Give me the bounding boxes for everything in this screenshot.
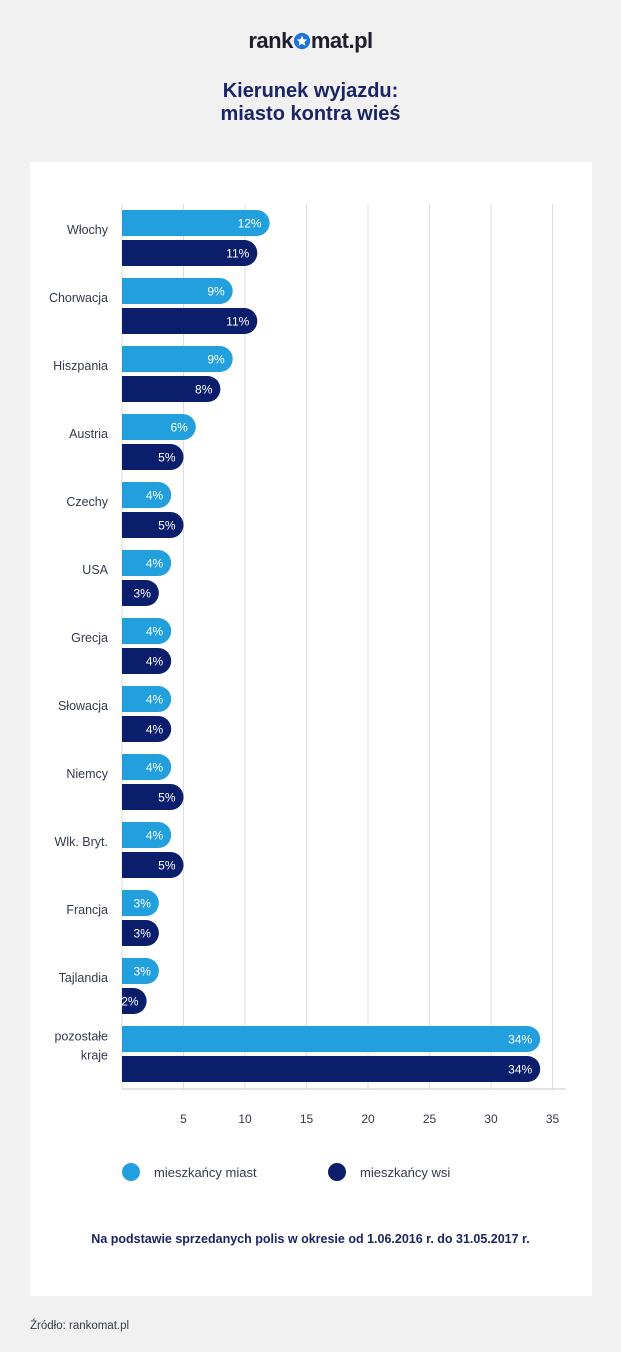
data-label: 4% (145, 760, 164, 775)
category-label: USA (82, 563, 108, 577)
data-label: 4% (145, 556, 164, 571)
source-text: Źródło: rankomat.pl (30, 1320, 130, 1332)
data-label: 4% (145, 828, 164, 843)
legend-dot-wies-icon (328, 1163, 346, 1181)
data-label: 5% (158, 790, 176, 805)
data-label: 11% (226, 246, 250, 261)
data-label: 4% (145, 654, 164, 669)
data-label: 4% (145, 692, 164, 707)
data-label: 12% (237, 216, 262, 231)
x-tick-label: 30 (484, 1112, 498, 1126)
x-tick-label: 35 (545, 1112, 560, 1126)
legend-dot-miasto-icon (122, 1163, 140, 1181)
category-label: kraje (80, 1048, 108, 1063)
data-label: 11% (226, 314, 250, 329)
bar (122, 1056, 540, 1082)
data-label: 34% (508, 1062, 533, 1077)
data-label: 34% (508, 1032, 533, 1047)
data-label: 5% (158, 858, 176, 873)
data-label: 2% (121, 994, 139, 1009)
data-label: 4% (145, 488, 164, 503)
legend-label-miasto: mieszkańcy miast (154, 1164, 257, 1180)
title-line-1: Kierunek wyjazdu: (222, 80, 399, 102)
x-tick-label: 5 (180, 1112, 187, 1126)
legend-item-wies (328, 1163, 450, 1181)
category-label: Czechy (66, 495, 108, 509)
category-label: Niemcy (66, 767, 108, 781)
x-tick-label: 20 (361, 1112, 375, 1126)
data-label: 3% (133, 964, 151, 979)
x-tick-label: 15 (299, 1112, 314, 1126)
category-label: Słowacja (57, 699, 108, 713)
data-label: 3% (133, 586, 151, 601)
data-label: 8% (195, 382, 213, 397)
data-label: 3% (133, 926, 151, 941)
category-label: Francja (66, 903, 108, 917)
data-label: 9% (207, 284, 225, 299)
category-label: Grecja (71, 631, 108, 645)
category-label: Włochy (67, 223, 108, 237)
category-label: Hiszpania (53, 359, 108, 373)
legend-label-wies: mieszkańcy wsi (360, 1164, 451, 1180)
bar (122, 1026, 540, 1052)
data-label: 9% (207, 352, 225, 367)
category-label: Chorwacja (48, 291, 108, 305)
x-tick-label: 10 (238, 1112, 252, 1126)
data-label: 4% (145, 624, 164, 639)
title-line-2: miasto kontra wieś (220, 103, 401, 125)
data-label: 5% (158, 518, 176, 533)
data-label: 6% (170, 420, 188, 435)
category-label: Tajlandia (58, 971, 108, 985)
category-label: Wlk. Bryt. (54, 835, 108, 849)
x-tick-label: 25 (422, 1112, 437, 1126)
category-label: pozostałe (54, 1029, 108, 1044)
category-label: Austria (69, 427, 108, 441)
logo: rank mat.pl (248, 28, 373, 53)
data-label: 5% (158, 450, 176, 465)
data-label: 3% (133, 896, 151, 911)
data-note: Na podstawie sprzedanych polis w okresie od 1.06.2016 r. do 31.05.2017 r. (91, 1232, 530, 1246)
data-label: 4% (145, 722, 164, 737)
legend-item-miasto (122, 1163, 257, 1181)
